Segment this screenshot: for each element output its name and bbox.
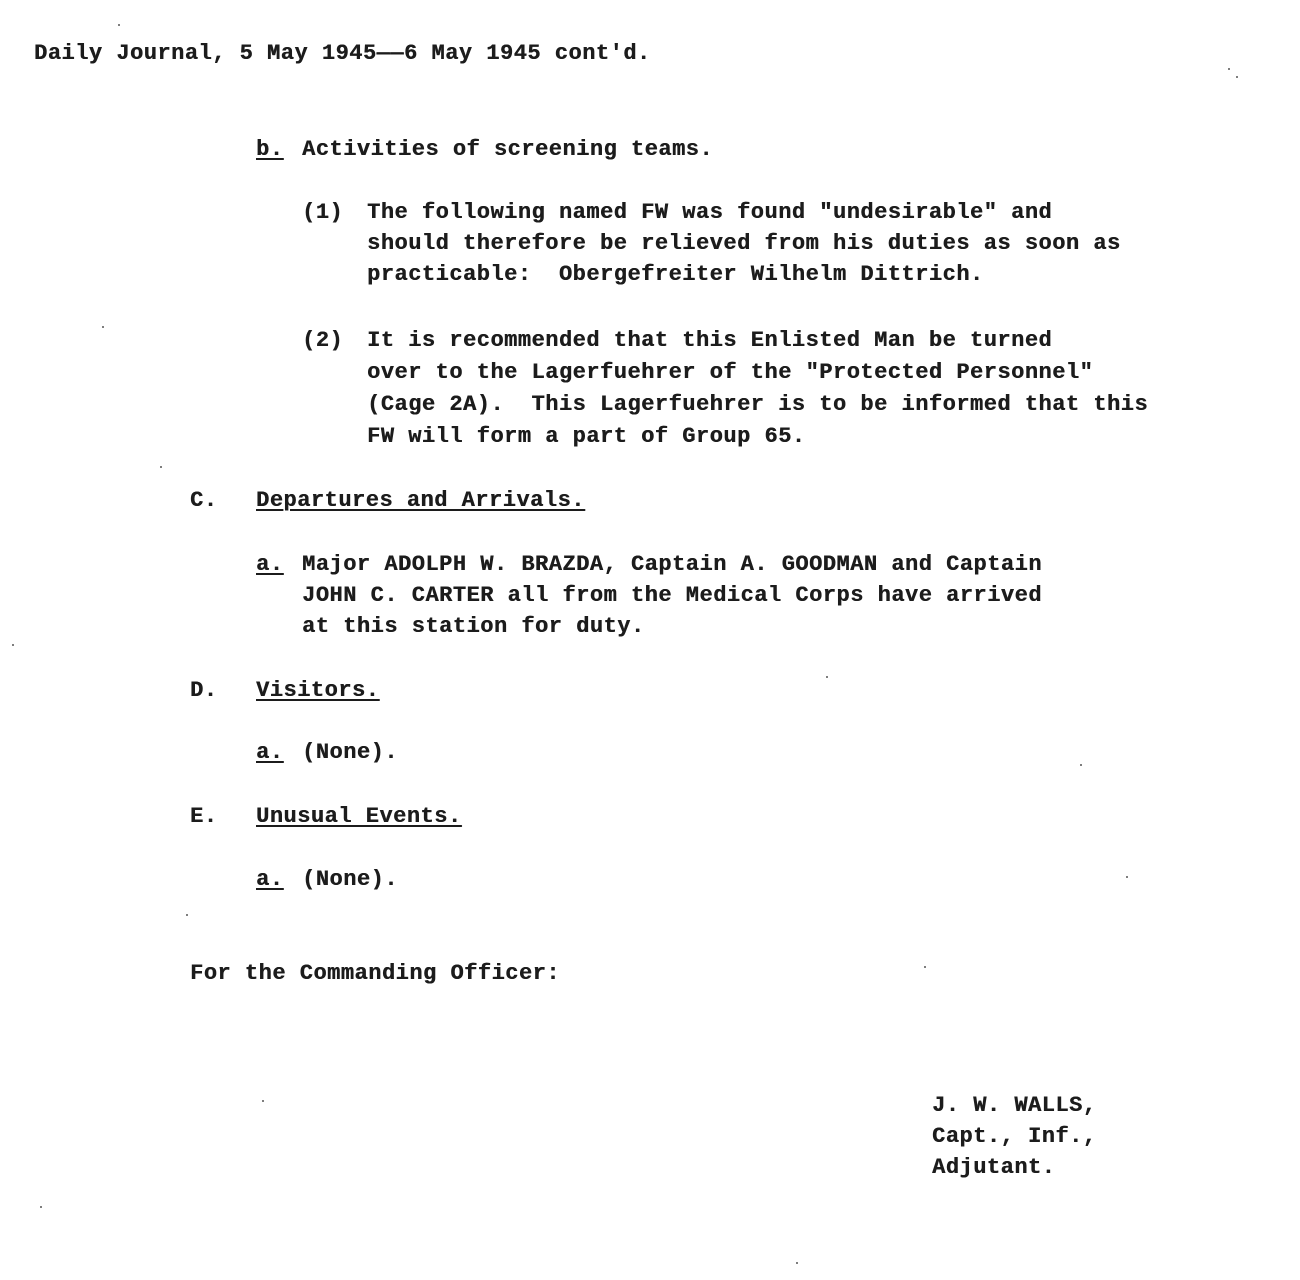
scan-speck <box>12 644 14 646</box>
signature-title: Adjutant. <box>932 1155 1056 1180</box>
section-d-item-a-text: (None). <box>302 740 398 765</box>
scan-speck <box>102 326 104 328</box>
journal-header: Daily Journal, 5 May 1945——6 May 1945 cont'd. <box>34 41 651 66</box>
section-c-item-a-line-2: JOHN C. CARTER all from the Medical Corps have arrived <box>302 583 1042 608</box>
scan-speck <box>186 914 188 916</box>
scan-speck <box>796 1262 798 1264</box>
sub-item-1-line-2: should therefore be relieved from his duties as soon as <box>367 231 1121 256</box>
section-d-item-a-marker: a. <box>256 740 284 765</box>
sub-item-2-line-1: It is recommended that this Enlisted Man be turned <box>367 328 1053 353</box>
item-b-text: Activities of screening teams. <box>302 137 714 162</box>
scan-speck <box>924 966 926 968</box>
scan-speck <box>1236 76 1238 78</box>
section-e-heading: Unusual Events. <box>256 804 462 829</box>
section-c-item-a-marker: a. <box>256 552 284 577</box>
scan-speck <box>262 1100 264 1102</box>
item-b-marker: b. <box>256 137 284 162</box>
scan-speck <box>826 676 828 678</box>
scan-speck <box>1228 68 1230 70</box>
section-d-marker: D. <box>190 678 218 703</box>
section-d-heading: Visitors. <box>256 678 380 703</box>
section-e-item-a-text: (None). <box>302 867 398 892</box>
sub-item-1-line-3: practicable: Obergefreiter Wilhelm Dittrich. <box>367 262 984 287</box>
scan-speck <box>1126 876 1128 878</box>
sub-item-2-line-2: over to the Lagerfuehrer of the "Protected Personnel" <box>367 360 1094 385</box>
closing-line: For the Commanding Officer: <box>190 961 560 986</box>
sub-item-2-line-3: (Cage 2A). This Lagerfuehrer is to be informed that this <box>367 392 1149 417</box>
scan-speck <box>1080 764 1082 766</box>
section-e-marker: E. <box>190 804 218 829</box>
sub-item-2-marker: (2) <box>302 328 344 353</box>
signature-name: J. W. WALLS, <box>932 1093 1097 1118</box>
sub-item-1-marker: (1) <box>302 200 344 225</box>
section-c-marker: C. <box>190 488 218 513</box>
sub-item-1-line-1: The following named FW was found "undesirable" and <box>367 200 1053 225</box>
section-c-item-a-line-1: Major ADOLPH W. BRAZDA, Captain A. GOODMAN and Captain <box>302 552 1042 577</box>
scan-speck <box>160 466 162 468</box>
scan-speck <box>118 24 120 26</box>
scan-speck <box>40 1206 42 1208</box>
signature-rank: Capt., Inf., <box>932 1124 1097 1149</box>
sub-item-2-line-4: FW will form a part of Group 65. <box>367 424 806 449</box>
section-c-item-a-line-3: at this station for duty. <box>302 614 645 639</box>
section-e-item-a-marker: a. <box>256 867 284 892</box>
section-c-heading: Departures and Arrivals. <box>256 488 585 513</box>
